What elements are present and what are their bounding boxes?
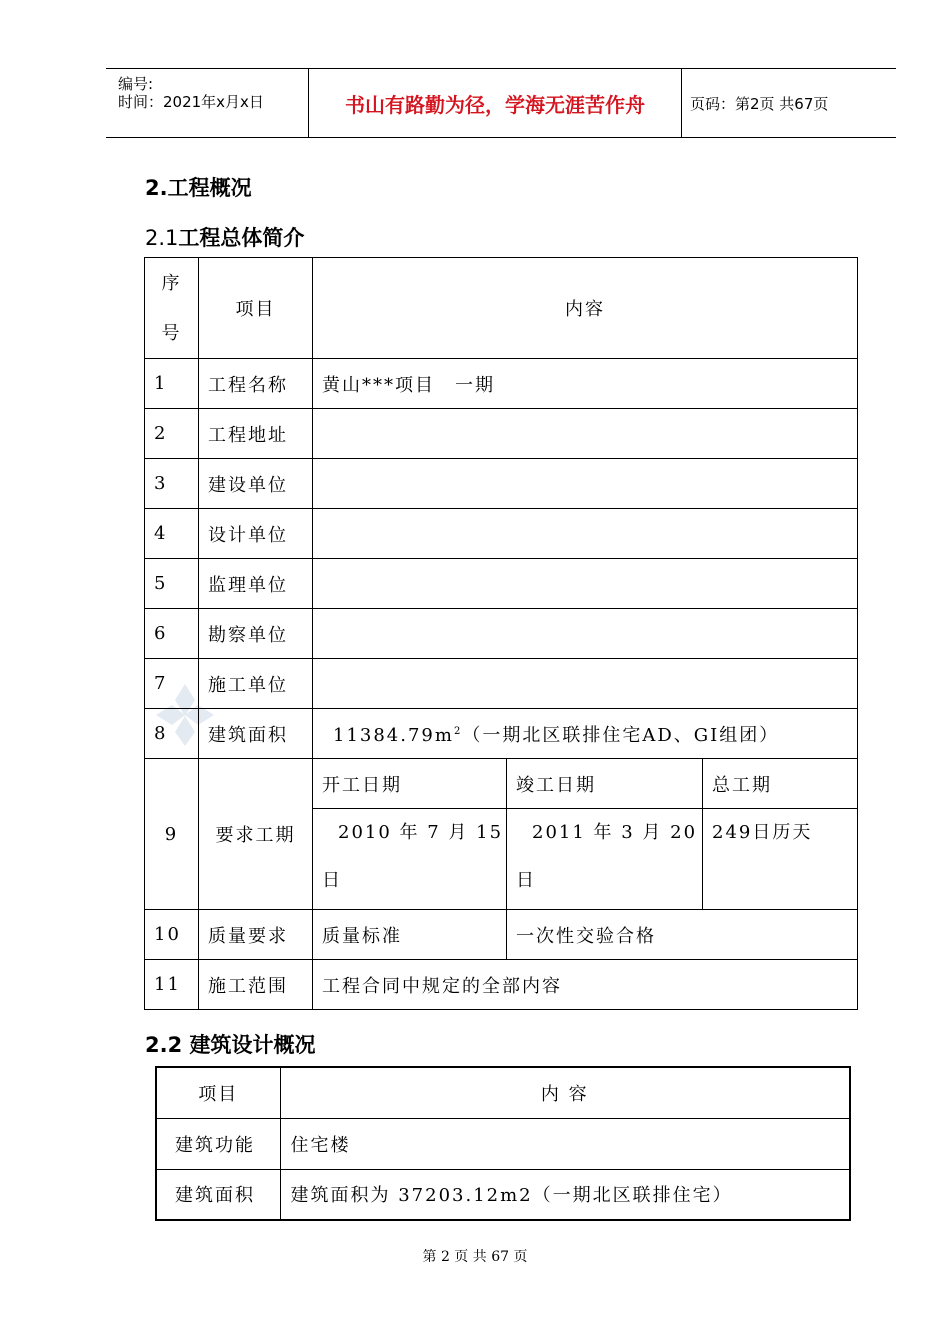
table-row	[145, 409, 858, 459]
subsection-number: 2.2	[145, 1033, 183, 1057]
table-row-schedule	[145, 759, 858, 809]
subsection-text: 建筑设计概况	[189, 1033, 316, 1057]
table-header-row	[156, 1067, 850, 1118]
page-header	[106, 68, 896, 138]
subsection-text: 工程总体简介	[178, 226, 305, 250]
row-no: 2	[145, 409, 199, 459]
table-row	[145, 709, 858, 759]
row-no: 3	[145, 459, 199, 509]
header-page-info: 页码：第2页 共67页	[690, 94, 829, 113]
row-item: 勘察单位	[199, 609, 313, 659]
row-content	[313, 559, 858, 609]
start-date-label: 开工日期	[313, 759, 507, 809]
subsection-title-2	[145, 1029, 316, 1059]
col-header-item: 项目	[199, 258, 313, 359]
row-item: 建筑功能	[156, 1118, 280, 1169]
table-row	[156, 1118, 850, 1169]
row-item: 监理单位	[199, 559, 313, 609]
row-no: 5	[145, 559, 199, 609]
table-row	[145, 559, 858, 609]
end-date-label: 竣工日期	[507, 759, 703, 809]
table-row	[145, 459, 858, 509]
table-row	[145, 910, 858, 960]
row-item: 要求工期	[199, 759, 313, 910]
row-content	[313, 609, 858, 659]
row-item: 施工单位	[199, 659, 313, 709]
row-item: 质量要求	[199, 910, 313, 960]
project-overview-table	[144, 257, 858, 1010]
quality-standard-label: 质量标准	[313, 910, 507, 960]
table-header-row	[145, 258, 858, 359]
row-item: 建筑面积	[156, 1169, 280, 1220]
architecture-design-table	[155, 1066, 851, 1221]
header-meta	[106, 69, 308, 137]
header-motto: 书山有路勤为径，学海无涯苦作舟	[308, 69, 682, 137]
code-label: 编号:	[118, 75, 154, 93]
row-content: 工程合同中规定的全部内容	[313, 960, 858, 1010]
total-duration-value: 249日历天	[703, 809, 858, 910]
time-label: 时间：2021年x月x日	[118, 93, 264, 111]
row-item: 建筑面积	[199, 709, 313, 759]
col-header-seq: 序 号	[145, 258, 199, 359]
subsection-number: 2.1	[145, 226, 179, 250]
total-duration-label: 总工期	[703, 759, 858, 809]
row-item: 施工范围	[199, 960, 313, 1010]
row-item: 设计单位	[199, 509, 313, 559]
quality-standard-value: 一次性交验合格	[507, 910, 858, 960]
col-header-content: 内容	[313, 258, 858, 359]
col-header-content: 内 容	[280, 1067, 850, 1118]
row-content	[313, 409, 858, 459]
row-content: 黄山***项目 一期	[313, 359, 858, 409]
row-content	[313, 459, 858, 509]
table-row	[145, 960, 858, 1010]
table-row	[145, 609, 858, 659]
row-content: 建筑面积为 37203.12m2（一期北区联排住宅）	[280, 1169, 850, 1220]
row-no: 1	[145, 359, 199, 409]
row-no: 11	[145, 960, 199, 1010]
row-item: 工程地址	[199, 409, 313, 459]
row-no: 9	[145, 759, 199, 910]
row-content: $11384.79m^2$（一期北区联排住宅AD、GI组团）	[313, 709, 858, 759]
subsection-title-1	[145, 222, 304, 252]
table-row	[145, 659, 858, 709]
start-date-value: 2010 年 7 月 15 日	[313, 809, 507, 910]
row-no: 10	[145, 910, 199, 960]
row-content: 住宅楼	[280, 1118, 850, 1169]
row-content	[313, 659, 858, 709]
row-no: 6	[145, 609, 199, 659]
row-no: 8	[145, 709, 199, 759]
row-no: 7	[145, 659, 199, 709]
row-content	[313, 509, 858, 559]
table-row	[156, 1169, 850, 1220]
col-header-item: 项目	[156, 1067, 280, 1118]
row-no: 4	[145, 509, 199, 559]
row-item: 建设单位	[199, 459, 313, 509]
end-date-value: 2011 年 3 月 20 日	[507, 809, 703, 910]
section-title: 2.工程概况	[145, 176, 252, 200]
row-item: 工程名称	[199, 359, 313, 409]
table-row	[145, 359, 858, 409]
page-footer: 第 2 页 共 67 页	[422, 1249, 528, 1265]
table-row	[145, 509, 858, 559]
